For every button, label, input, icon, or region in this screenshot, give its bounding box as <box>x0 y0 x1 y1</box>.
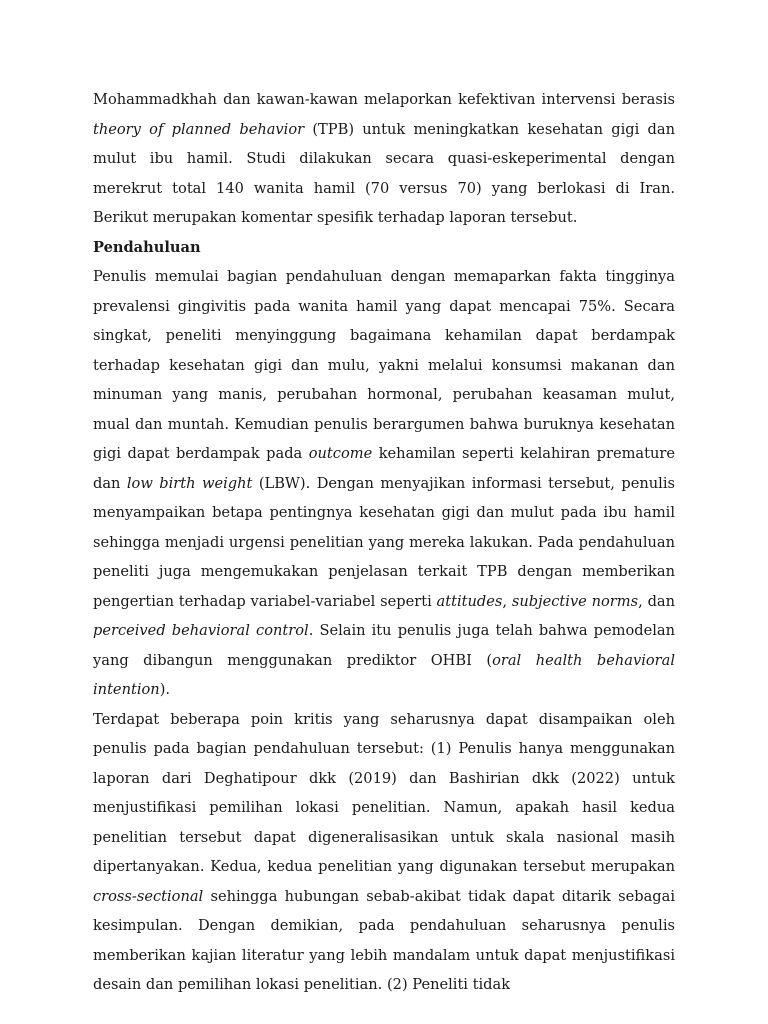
text-run: Terdapat beberapa poin kritis yang seharusnya dapat disampaikan oleh penulis pada bagian pendahuluan tersebut: (1) Penulis hanya menggunakan laporan dari Deghatipour dkk (2019) dan Bashirian dkk (2022) untuk menjustifikasi pemilihan lokasi penelitian. Namun, apakah hasil kedua penelitian tersebut dapat digeneralisasikan untuk skala nasional masih dipertanyakan. Kedua, kedua penelitian yang digunakan tersebut merupakan <box>93 710 675 875</box>
text-run: sehingga hubungan sebab-akibat tidak dapat ditarik sebagai kesimpulan. Dengan demikian, pada pendahuluan seharusnya penulis memberikan kajian literatur yang lebih mandalam untuk dapat menjustifikasi desain dan pemilihan lokasi penelitian. (2) Peneliti tidak <box>93 887 675 993</box>
italic-term: perceived behavioral control <box>93 622 309 639</box>
italic-term: theory of planned behavior <box>93 120 305 138</box>
text-run: Penulis memulai bagian pendahuluan dengan memaparkan fakta tingginya prevalensi gingivitis pada wanita hamil yang dapat mencapai 75%. Secara singkat, peneliti menyinggung bagaimana kehamilan dapat berdampak terhadap kesehatan gigi dan mulu, yakni melalui konsumsi makanan dan minuman yang manis, perubahan hormonal, perubahan keasaman mulut, mual dan muntah. Kemudian penulis berargumen bahwa buruknya kesehatan gigi dapat berdampak pada <box>93 268 675 462</box>
paragraph-intro <box>93 85 675 233</box>
text-run: , dan <box>638 592 676 610</box>
paragraph-pendahuluan-summary <box>93 262 675 705</box>
text-run: , <box>502 592 512 610</box>
paragraph-critical-points <box>93 705 675 1000</box>
text-run: kehamilan seperti kelahiran premature dan <box>93 445 675 492</box>
italic-term: attitudes <box>436 592 503 610</box>
text-run: Mohammadkhah dan kawan-kawan melaporkan kefektivan intervensi berasis <box>93 91 675 108</box>
document-page <box>93 85 675 1000</box>
text-run: (LBW). Dengan menyajikan informasi tersebut, penulis menyampaikan betapa pentingnya kesehatan gigi dan mulut pada ibu hamil sehingga menjadi urgensi penelitian yang mereka lakukan. Pada pendahuluan peneliti juga mengemukakan penjelasan terkait TPB dengan memberikan pengertian terhadap variabel-variabel seperti <box>93 474 675 610</box>
italic-term: oral health behavioral intention <box>93 651 675 698</box>
section-heading-pendahuluan: Pendahuluan <box>93 238 201 256</box>
italic-term: outcome <box>308 445 373 462</box>
italic-term: subjective norms <box>511 592 639 610</box>
text-run: (TPB) untuk meningkatkan kesehatan gigi dan mulut ibu hamil. Studi dilakukan secara quasi-eskeperimental dengan merekrut total 140 wanita hamil (70 versus 70) yang berlokasi di Iran. Berikut merupakan komentar spesifik terhadap laporan tersebut. <box>93 120 675 226</box>
italic-term: cross-sectional <box>93 887 204 905</box>
text-run: ). <box>159 681 171 698</box>
text-run: . Selain itu penulis juga telah bahwa pemodelan yang dibangun menggunakan prediktor OHBI ( <box>93 622 675 669</box>
italic-term: low birth weight <box>126 474 253 492</box>
